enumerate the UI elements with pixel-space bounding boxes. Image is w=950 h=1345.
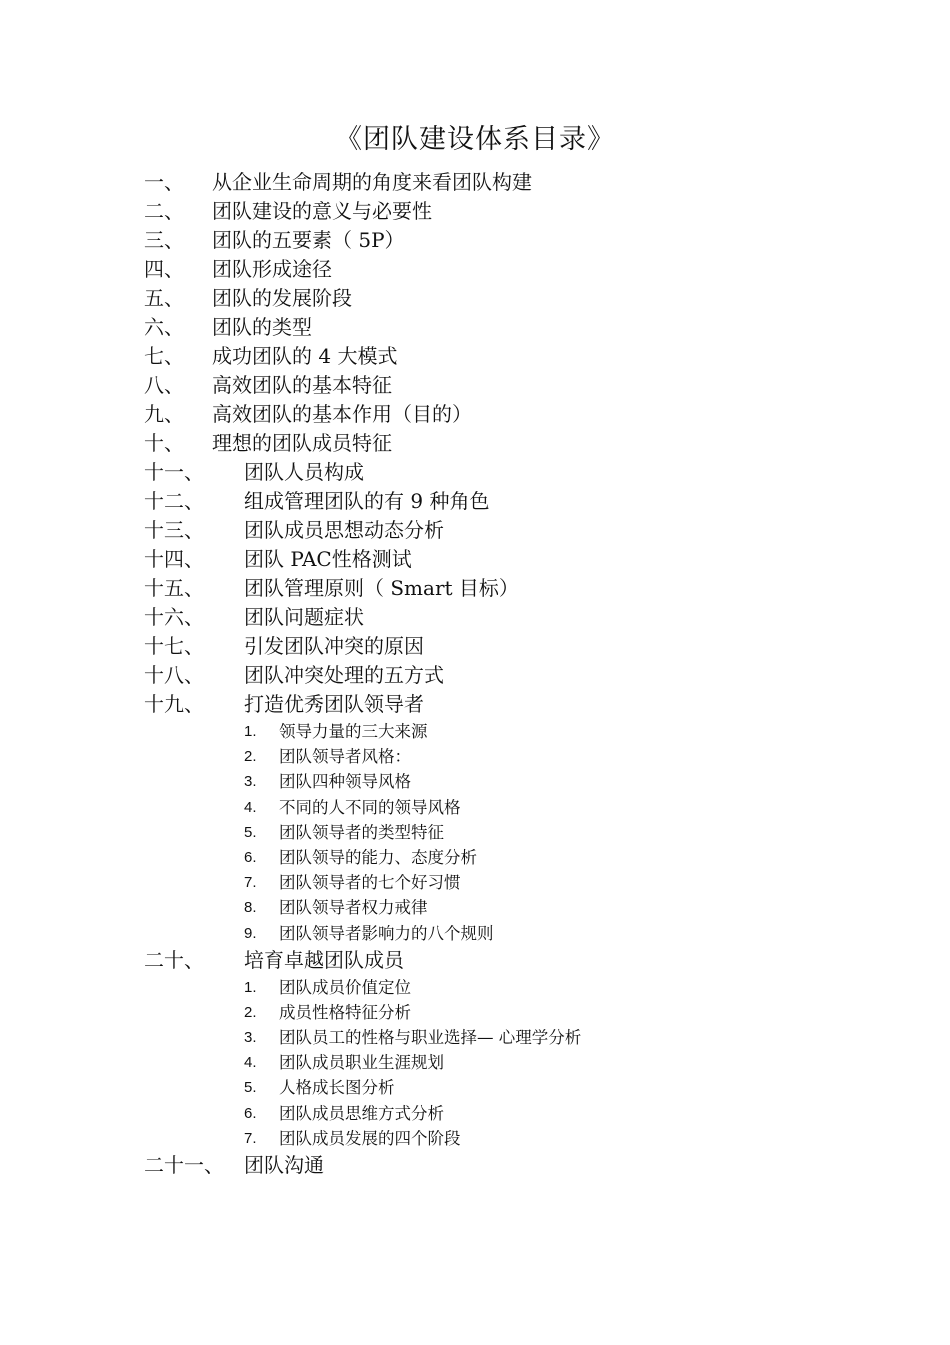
toc-subitem-number: 7. [244, 1129, 257, 1147]
table-of-contents [144, 168, 904, 1180]
toc-item-text: 引发团队冲突的原因 [244, 634, 424, 658]
toc-item-number: 二十一、 [144, 1153, 224, 1177]
toc-subitem [144, 795, 904, 820]
toc-subitem-text: 团队成员思维方式分析 [279, 1103, 444, 1123]
toc-subitem-text: 团队领导的能力、态度分析 [279, 847, 477, 867]
toc-item [144, 487, 904, 516]
toc-item-text: 团队建设的意义与必要性 [212, 199, 432, 223]
toc-subitem-number: 4. [244, 1054, 257, 1072]
toc-item-number: 十二、 [144, 489, 204, 513]
toc-item-number: 八、 [144, 373, 184, 397]
toc-item-number: 七、 [144, 344, 184, 368]
toc-subitem [144, 870, 904, 895]
toc-item-text: 团队冲突处理的五方式 [244, 663, 444, 687]
toc-item-text: 团队的五要素（ 5P） [212, 228, 405, 252]
toc-subitem-number: 3. [244, 773, 257, 791]
toc-subitem-text: 团队领导者的类型特征 [279, 822, 444, 842]
toc-item-text: 理想的团队成员特征 [212, 431, 392, 455]
toc-subitem [144, 1050, 904, 1075]
toc-item [144, 632, 904, 661]
toc-item-number: 三、 [144, 228, 184, 252]
toc-item-text: 团队沟通 [244, 1153, 324, 1177]
toc-subitem-number: 5. [244, 1079, 257, 1097]
toc-item [144, 400, 904, 429]
toc-item [144, 429, 904, 458]
toc-item-text: 团队的发展阶段 [212, 286, 352, 310]
toc-item [144, 168, 904, 197]
toc-item-number: 十四、 [144, 547, 204, 571]
toc-item-number: 六、 [144, 315, 184, 339]
toc-item [144, 516, 904, 545]
toc-item-number: 四、 [144, 257, 184, 281]
toc-subitem-number: 8. [244, 899, 257, 917]
toc-item-text: 成功团队的 4 大模式 [212, 344, 398, 368]
toc-item [144, 574, 904, 603]
toc-item-text: 打造优秀团队领导者 [244, 692, 424, 716]
toc-subitem-text: 团队员工的性格与职业选择— 心理学分析 [279, 1028, 582, 1048]
toc-item [144, 197, 904, 226]
toc-item-text: 团队 PAC性格测试 [244, 547, 412, 571]
toc-item [144, 255, 904, 284]
toc-subitem [144, 1126, 904, 1151]
toc-item-text: 团队人员构成 [244, 460, 364, 484]
toc-item-text: 团队形成途径 [212, 257, 332, 281]
toc-subitem [144, 1075, 904, 1100]
toc-item [144, 226, 904, 255]
toc-subitem-number: 9. [244, 924, 257, 942]
toc-subitem-number: 7. [244, 874, 257, 892]
toc-subitem [144, 744, 904, 769]
toc-item [144, 545, 904, 574]
toc-item-text: 团队问题症状 [244, 605, 364, 629]
toc-item-number: 十五、 [144, 576, 204, 600]
toc-item-number: 二、 [144, 199, 184, 223]
toc-item-number: 九、 [144, 402, 184, 426]
toc-item [144, 313, 904, 342]
toc-item-text: 团队成员思想动态分析 [244, 518, 444, 542]
toc-item-number: 十八、 [144, 663, 204, 687]
toc-item [144, 1151, 904, 1180]
toc-subitem [144, 719, 904, 744]
toc-item [144, 661, 904, 690]
toc-subitem [144, 820, 904, 845]
toc-item-number: 二十、 [144, 947, 204, 972]
toc-item-text: 团队的类型 [212, 315, 312, 339]
toc-subitem-text: 团队成员发展的四个阶段 [279, 1128, 461, 1148]
toc-subitem-number: 1. [244, 978, 257, 996]
toc-item-text: 高效团队的基本特征 [212, 373, 392, 397]
toc-subitem-number: 2. [244, 748, 257, 766]
toc-subitem-number: 3. [244, 1029, 257, 1047]
toc-item-number: 十三、 [144, 518, 204, 542]
toc-subitem [144, 1025, 904, 1050]
toc-item-text: 从企业生命周期的角度来看团队构建 [212, 170, 532, 194]
toc-subitem [144, 769, 904, 794]
toc-subitem [144, 1101, 904, 1126]
toc-subitem-text: 领导力量的三大来源 [279, 722, 428, 741]
toc-item-text: 团队管理原则（ Smart 目标） [244, 576, 519, 600]
toc-subitem [144, 845, 904, 870]
toc-item-number: 十、 [144, 431, 184, 455]
toc-subitem-number: 6. [244, 1104, 257, 1122]
toc-subitem-number: 5. [244, 823, 257, 841]
toc-subitem-number: 4. [244, 798, 257, 816]
toc-subitem-text: 团队领导者风格： [279, 747, 411, 767]
toc-subitem-text: 人格成长图分析 [279, 1078, 395, 1098]
toc-item [144, 690, 904, 719]
toc-subitem-number: 6. [244, 848, 257, 866]
toc-subitem [144, 975, 904, 1000]
toc-item [144, 342, 904, 371]
toc-subitem-text: 团队领导者影响力的八个规则 [279, 923, 494, 943]
toc-item [144, 284, 904, 313]
toc-item-text: 培育卓越团队成员 [244, 947, 404, 972]
toc-item-text: 组成管理团队的有 9 种角色 [244, 489, 490, 513]
toc-subitem-text: 团队领导者权力戒律 [279, 898, 428, 918]
toc-subitem-text: 团队四种领导风格 [279, 772, 411, 792]
toc-item [144, 371, 904, 400]
toc-subitem-text: 不同的人不同的领导风格 [279, 797, 461, 817]
toc-subitem-text: 团队领导者的七个好习惯 [279, 873, 461, 893]
toc-subitem-text: 成员性格特征分析 [279, 1002, 411, 1022]
toc-subitem-number: 2. [244, 1003, 257, 1021]
toc-item-number: 一、 [144, 170, 184, 194]
toc-item [144, 946, 904, 975]
toc-item [144, 458, 904, 487]
toc-item-number: 十六、 [144, 605, 204, 629]
toc-subitem-number: 1. [244, 723, 257, 740]
toc-item-text: 高效团队的基本作用（目的） [212, 402, 472, 426]
toc-item-number: 五、 [144, 286, 184, 310]
toc-item-number: 十九、 [144, 692, 204, 716]
document-title: 《团队建设体系目录》 [335, 124, 615, 155]
toc-subitem [144, 921, 904, 946]
toc-item [144, 603, 904, 632]
toc-subitem-text: 团队成员价值定位 [279, 977, 411, 997]
toc-item-number: 十一、 [144, 460, 204, 484]
toc-subitem [144, 895, 904, 920]
toc-subitem [144, 1000, 904, 1025]
toc-subitem-text: 团队成员职业生涯规划 [279, 1053, 444, 1073]
toc-item-number: 十七、 [144, 634, 204, 658]
